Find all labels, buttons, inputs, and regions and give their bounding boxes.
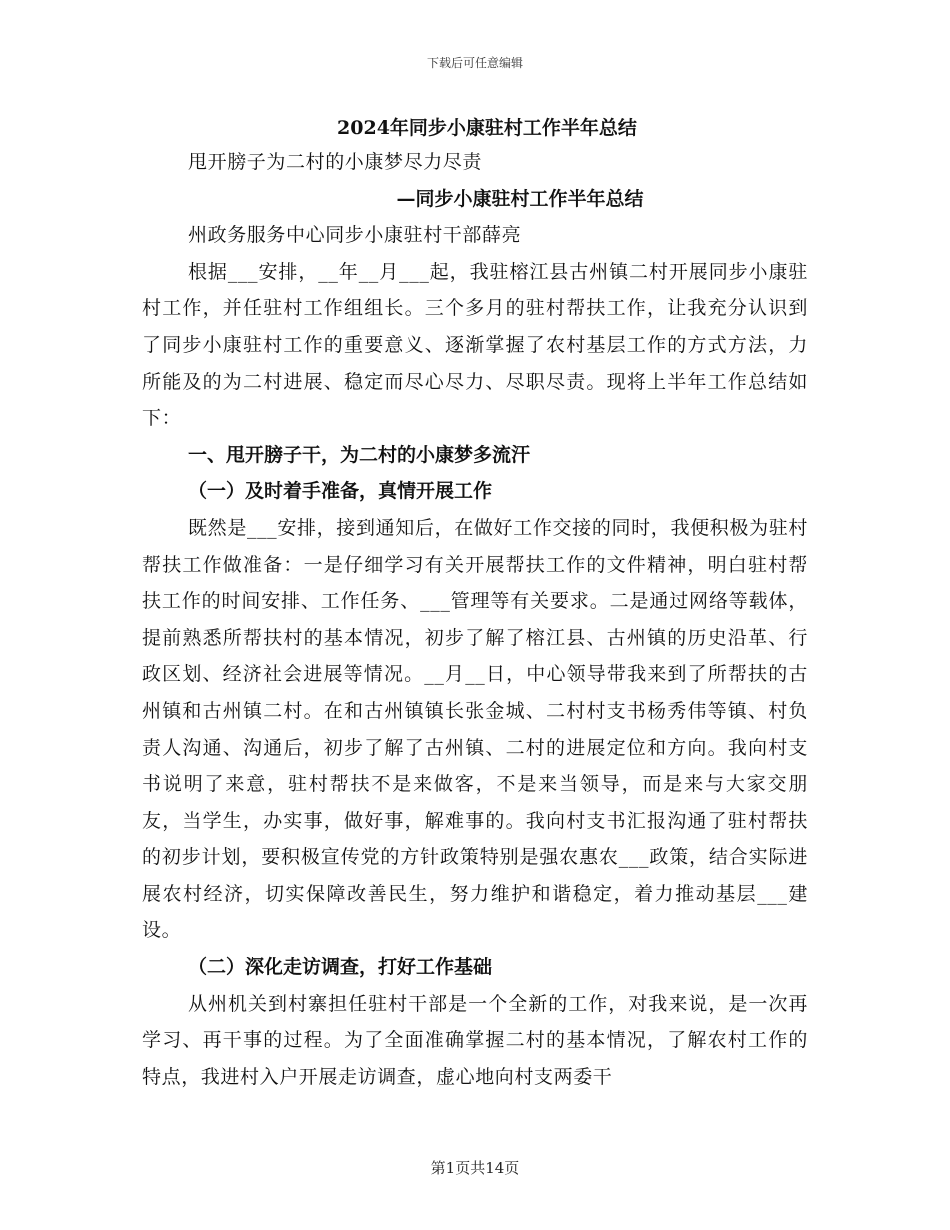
author-line: 州政务服务中心同步小康驻村干部薛亮 [188,224,522,247]
header-note: 下载后可任意编辑 [426,56,523,70]
paragraph-survey: 从州机关到村寨担任驻村干部是一个全新的工作，对我来说，是一次再学习、再干事的过程。为了全面准确掌握二村的基本情况，了解农村工作的特点，我进村入户开展走访调查，虚心地向村支两委干 [142,992,808,1088]
subsection-heading-2: （二）深化走访调查，打好工作基础 [188,956,493,979]
paragraph-preparation: 既然是___安排，接到通知后，在做好工作交接的同时，我便积极为驻村帮扶工作做准备：一是仔细学习有关开展帮扶工作的文件精神，明白驻村帮扶工作的时间安排、工作任务、___管理等有关要求。二是通过网络等载体，提前熟悉所帮扶村的基本情况，初步了解了榕江县、古州镇的历史沿革、行政区划、经济社会进展等情况。__月__日，中心领导带我来到了所帮扶的古州镇和古州镇二村。在和古州镇镇长张金城、二村村支书杨秀伟等镇、村负责人沟通、沟通后，初步了解了古州镇、二村的进展定位和方向。我向村支书说明了来意，驻村帮扶不是来做客，不是来当领导，而是来与大家交朋友，当学生，办实事，做好事，解难事的。我向村支书汇报沟通了驻村帮扶的初步计划，要积极宣传党的方针政策特别是强农惠农___政策，结合实际进展农村经济，切实保障改善民生，努力维护和谐稳定，着力推动基层___建设。 [142,516,808,942]
page-number: 第1页共14页 [430,1159,520,1177]
paragraph-intro: 根据___安排，__年__月___起，我驻榕江县古州镇二村开展同步小康驻村工作，并任驻村工作组组长。三个多月的驻村帮扶工作，让我充分认识到了同步小康驻村工作的重要意义、逐渐掌握了农村基层工作的方式方法，力所能及的为二村进展、稳定而尽心尽力、尽职尽责。现将上半年工作总结如下： [142,260,808,430]
document-body [142,112,808,1095]
document-title: 2024年同步小康驻村工作半年总结 [337,117,637,139]
lead-line: 甩开膀子为二村的小康梦尽力尽责 [188,151,483,173]
section-heading-1: 一、甩开膀子干，为二村的小康梦多流汗 [188,443,531,466]
subsection-heading-1: （一）及时着手准备，真情开展工作 [188,480,493,503]
document-subtitle: —同步小康驻村工作半年总结 [396,187,644,210]
